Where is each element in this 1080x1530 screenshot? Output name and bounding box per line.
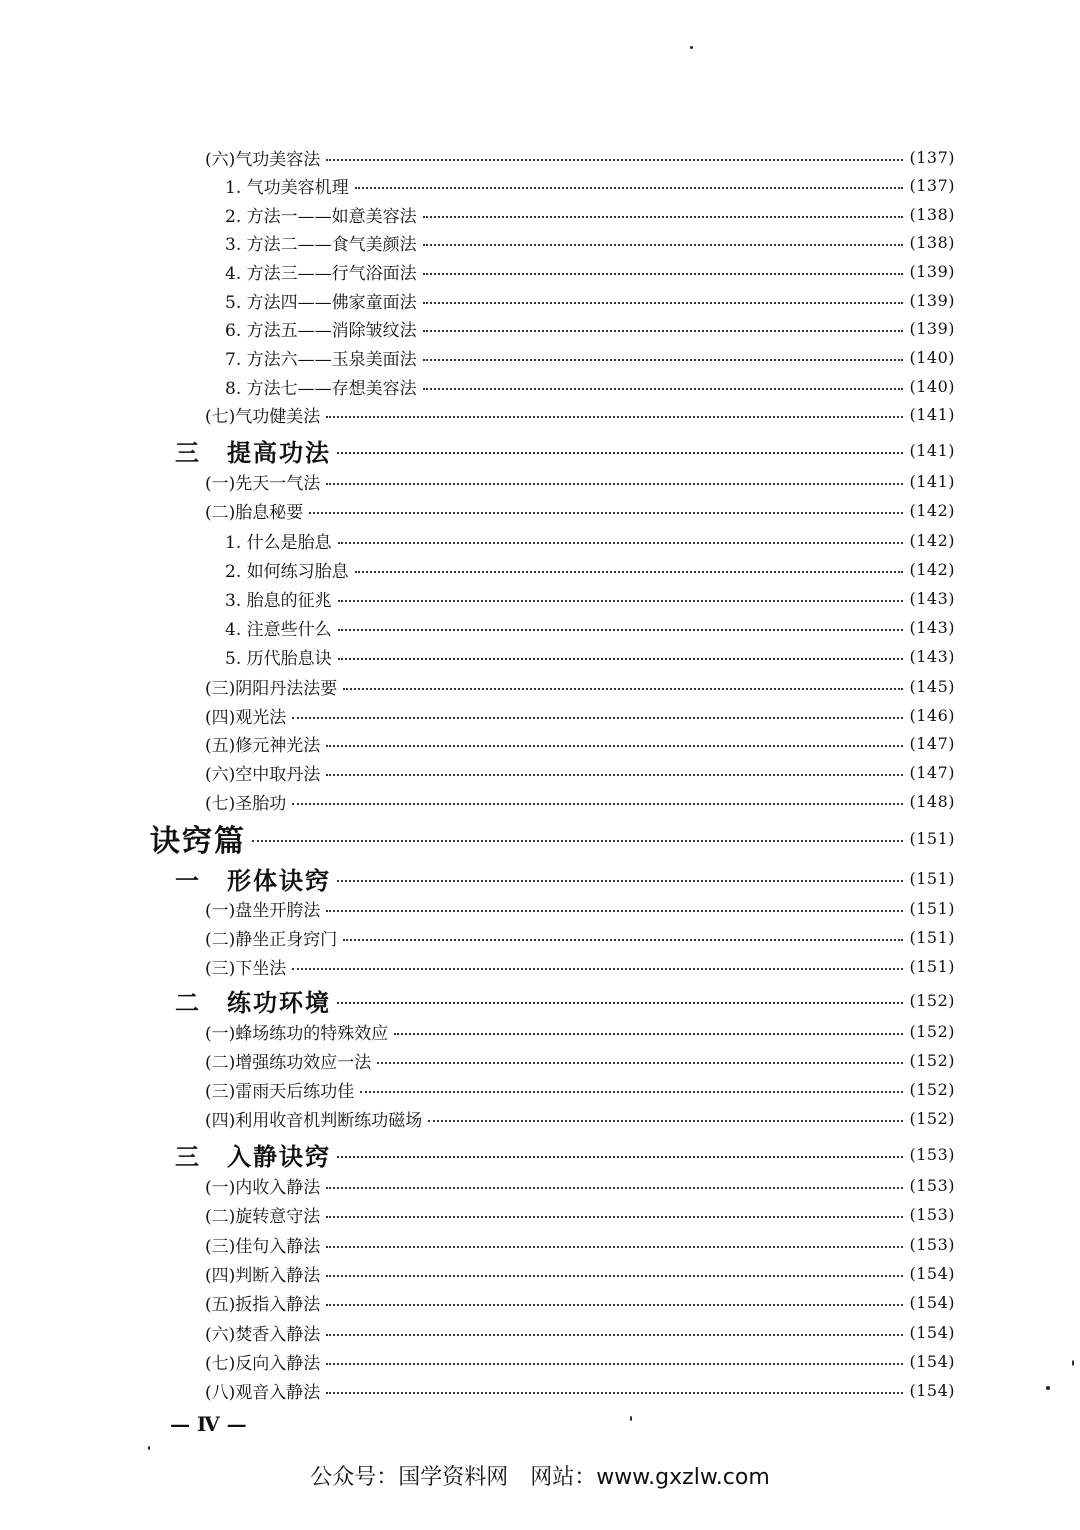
toc-entry [0,526,1080,554]
dot-leader [355,187,904,189]
dot-leader [292,803,903,805]
dot-leader [326,1392,903,1394]
toc-entry-page: (152) [909,1050,955,1070]
scan-speck [630,1416,632,1421]
dot-leader [423,244,904,246]
toc-entry [0,400,1080,428]
dot-leader [355,571,904,573]
toc-entry-title: (四)判断入静法 [205,1265,321,1286]
toc-entry-page: (153) [909,1144,955,1164]
dot-leader [337,880,903,882]
toc-entry-page: (138) [909,204,955,224]
dot-leader [343,688,903,690]
scan-speck [148,1446,150,1450]
toc-entry [0,584,1080,612]
dot-leader [326,416,903,418]
dot-leader [326,159,903,161]
dot-leader [252,840,903,842]
toc-entry-page: (151) [909,828,955,848]
toc-entry-page: (153) [909,1234,955,1254]
toc-entry-page: (143) [909,646,955,666]
watermark-text: 公众号：国学资料网 网站：www.gxzlw.com [310,1465,770,1490]
toc-entry-page: (154) [909,1322,955,1342]
toc-entry-title: (七)圣胎功 [205,793,287,814]
toc-entry-title: 5. 历代胎息诀 [225,648,332,669]
toc-entry-title: 5. 方法四——佛家童面法 [225,292,417,313]
toc-entry [0,286,1080,314]
dot-leader [377,1062,903,1064]
toc-entry-title: 诀窍篇 [150,824,246,859]
toc-entry [0,701,1080,729]
toc-entry-page: (139) [909,318,955,338]
toc-entry-title: (三)下坐法 [205,958,287,979]
toc-entry-title: (三)雷雨天后练功佳 [205,1081,355,1102]
toc-entry-title: 1. 什么是胎息 [225,532,332,553]
toc-entry-page: (153) [909,1204,955,1224]
toc-entry-title: (一)蜂场练功的特殊效应 [205,1023,389,1044]
toc-entry-title: (一)内收入静法 [205,1177,321,1198]
toc-entry-title: (一)盘坐开胯法 [205,900,321,921]
toc-entry-title: 三 入静诀窍 [175,1141,331,1171]
dot-leader [326,1363,903,1365]
toc-entry [0,923,1080,951]
toc-entry-page: (139) [909,290,955,310]
toc-entry-page: (152) [909,1021,955,1041]
toc-entry [0,433,1080,467]
toc-entry-page: (152) [909,990,955,1010]
toc-entry-page: (141) [909,471,955,491]
dot-leader [337,452,903,454]
toc-entry-title: (六)空中取丹法 [205,764,321,785]
toc-entry-title: (三)阴阳丹法法要 [205,678,338,699]
toc-entry [0,1046,1080,1074]
toc-entry-title: (三)佳句入静法 [205,1236,321,1257]
dot-leader [292,717,903,719]
toc-entry-title: 二 练功环境 [175,987,331,1017]
toc-entry-page: (151) [909,898,955,918]
toc-entry-title: 8. 方法七——存想美容法 [225,378,417,399]
dot-leader [326,774,903,776]
dot-leader [326,745,903,747]
toc-entry-page: (142) [909,500,955,520]
toc-entry-title: (五)扳指入静法 [205,1294,321,1315]
toc-entry [0,818,1080,858]
toc-entry [0,200,1080,228]
toc-entry-page: (145) [909,676,955,696]
toc-entry [0,952,1080,980]
toc-entry-page: (137) [909,147,955,167]
toc-entry-title: 三 提高功法 [175,437,331,467]
toc-entry-title: (二)静坐正身窍门 [205,929,338,950]
scan-speck [1046,1386,1050,1390]
toc-entry [0,672,1080,700]
toc-entry-title: 3. 胎息的征兆 [225,590,332,611]
toc-entry [0,228,1080,256]
toc-entry [0,1075,1080,1103]
toc-entry-page: (137) [909,175,955,195]
toc-entry [0,143,1080,171]
toc-entry-title: (八)观音入静法 [205,1382,321,1403]
toc-entry-title: (六)气功美容法 [205,149,321,170]
toc-entry [0,171,1080,199]
toc-entry-page: (147) [909,733,955,753]
dot-leader [338,629,904,631]
toc-entry [0,894,1080,922]
toc-entry-page: (152) [909,1079,955,1099]
dot-leader [338,600,904,602]
toc-entry [0,983,1080,1017]
toc-entry [0,729,1080,757]
toc-entry-page: (154) [909,1380,955,1400]
toc-entry [0,1376,1080,1404]
toc-entry-page: (154) [909,1292,955,1312]
toc-entry-title: (二)胎息秘要 [205,502,304,523]
dot-leader [423,216,904,218]
toc-entry-title: 一 形体诀窍 [175,865,331,895]
toc-entry-title: (六)焚香入静法 [205,1324,321,1345]
dot-leader [326,1216,903,1218]
toc-entry-page: (147) [909,762,955,782]
dot-leader [326,1275,903,1277]
toc-entry-title: 3. 方法二——食气美颜法 [225,234,417,255]
toc-entry-page: (142) [909,530,955,550]
dot-leader [423,330,904,332]
dot-leader [338,658,904,660]
toc-entry [0,787,1080,815]
toc-entry-page: (142) [909,559,955,579]
dot-leader [338,542,904,544]
toc-entry-title: (七)气功健美法 [205,406,321,427]
toc-entry-page: (141) [909,440,955,460]
toc-entry [0,1318,1080,1346]
dot-leader [337,1156,903,1158]
dot-leader [343,939,903,941]
toc-entry [0,1137,1080,1171]
toc-entry [0,613,1080,641]
toc-entry-page: (143) [909,617,955,637]
dot-leader [326,483,903,485]
toc-entry [0,467,1080,495]
toc-entry [0,343,1080,371]
dot-leader [423,302,904,304]
toc-entry-title: (一)先天一气法 [205,473,321,494]
dot-leader [360,1091,903,1093]
scan-speck [690,46,693,49]
toc-entry [0,1347,1080,1375]
toc-entry-page: (141) [909,404,955,424]
toc-entry [0,861,1080,895]
toc-entry-page: (143) [909,588,955,608]
dot-leader [326,1246,903,1248]
toc-entry-page: (139) [909,261,955,281]
toc-entry-page: (153) [909,1175,955,1195]
toc-entry [0,314,1080,342]
toc-entry-title: (五)修元神光法 [205,735,321,756]
dot-leader [428,1120,903,1122]
toc-entry-title: 6. 方法五——消除皱纹法 [225,320,417,341]
toc-entry-title: (二)增强练功效应一法 [205,1052,372,1073]
toc-entry [0,555,1080,583]
dot-leader [423,273,904,275]
dot-leader [309,512,903,514]
toc-entry-page: (154) [909,1351,955,1371]
dot-leader [292,968,903,970]
toc-entry [0,257,1080,285]
toc-entry [0,1288,1080,1316]
toc-entry [0,1200,1080,1228]
toc-entry-title: (二)旋转意守法 [205,1206,321,1227]
toc-entry-page: (148) [909,791,955,811]
toc-entry [0,1171,1080,1199]
dot-leader [423,359,904,361]
dot-leader [423,388,904,390]
toc-entry-title: 7. 方法六——玉泉美面法 [225,349,417,370]
toc-entry-title: 4. 方法三——行气浴面法 [225,263,417,284]
dot-leader [394,1033,903,1035]
toc-entry-title: 2. 如何练习胎息 [225,561,349,582]
toc-entry [0,372,1080,400]
dot-leader [326,1187,903,1189]
toc-entry-page: (151) [909,927,955,947]
toc-entry [0,1259,1080,1287]
dot-leader [337,1002,903,1004]
toc-entry-page: (151) [909,956,955,976]
toc-entry [0,1104,1080,1132]
toc-entry-title: 4. 注意些什么 [225,619,332,640]
toc-entry-page: (140) [909,376,955,396]
dot-leader [326,1334,903,1336]
toc-entry-page: (152) [909,1108,955,1128]
toc-entry-title: (四)观光法 [205,707,287,728]
toc-entry-page: (146) [909,705,955,725]
dot-leader [326,1304,903,1306]
scan-speck [1072,1360,1074,1366]
toc-entry [0,1230,1080,1258]
toc-entry-title: (七)反向入静法 [205,1353,321,1374]
toc-entry-page: (151) [909,868,955,888]
toc-entry-page: (154) [909,1263,955,1283]
dot-leader [326,910,903,912]
toc-entry-page: (140) [909,347,955,367]
toc-entry-title: 2. 方法一——如意美容法 [225,206,417,227]
toc-entry [0,1017,1080,1045]
page-number: — Ⅳ — [170,1412,247,1436]
toc-entry-title: 1. 气功美容机理 [225,177,349,198]
toc-entry-title: (四)利用收音机判断练功磁场 [205,1110,423,1131]
toc-entry [0,642,1080,670]
toc-entry [0,758,1080,786]
toc-entry-page: (138) [909,232,955,252]
toc-entry [0,496,1080,524]
